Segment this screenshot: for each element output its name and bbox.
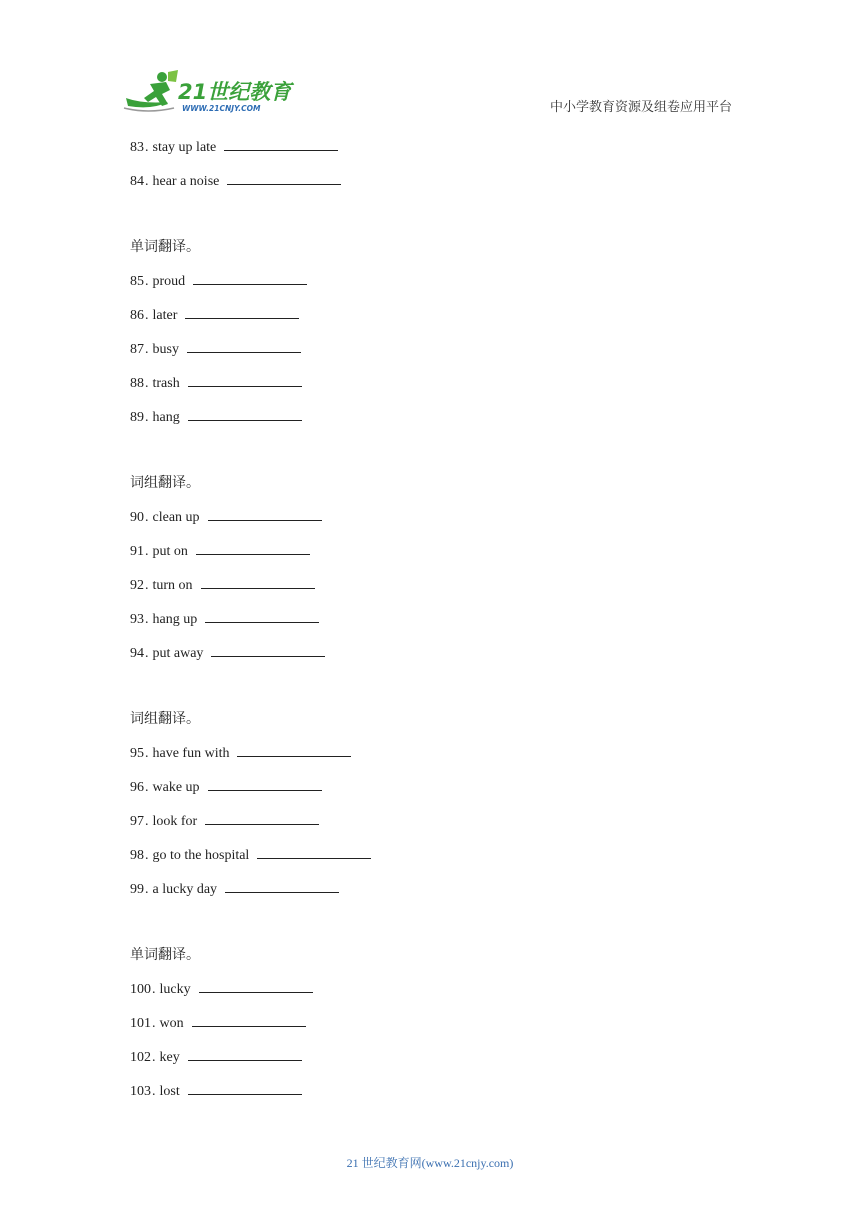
item-number-separator: . xyxy=(145,814,149,829)
item-number: 84 xyxy=(130,174,144,189)
item-number-separator: . xyxy=(145,780,149,795)
item-prompt: key xyxy=(159,1050,180,1065)
item-number: 96 xyxy=(130,780,144,795)
exercise-item xyxy=(130,170,730,204)
exercise-item xyxy=(130,1046,730,1080)
section-heading: 词组翻译。 xyxy=(130,475,200,491)
answer-blank[interactable] xyxy=(193,270,307,285)
item-number: 98 xyxy=(130,848,144,863)
answer-blank[interactable] xyxy=(188,1080,302,1095)
item-prompt: turn on xyxy=(152,578,193,593)
exercise-item xyxy=(130,810,730,844)
item-number-separator: . xyxy=(145,140,149,155)
item-prompt: hang up xyxy=(152,612,198,627)
answer-blank[interactable] xyxy=(199,978,313,993)
answer-blank[interactable] xyxy=(224,136,338,151)
item-prompt: hear a noise xyxy=(152,174,220,189)
item-prompt: have fun with xyxy=(152,746,230,761)
item-prompt: proud xyxy=(152,274,186,289)
item-number: 102 xyxy=(130,1050,151,1065)
item-prompt: lost xyxy=(159,1084,180,1099)
item-prompt: trash xyxy=(152,376,180,391)
item-number-separator: . xyxy=(145,342,149,357)
item-number-separator: . xyxy=(145,578,149,593)
item-number-separator: . xyxy=(145,274,149,289)
item-number: 101 xyxy=(130,1016,151,1031)
item-number: 94 xyxy=(130,646,144,661)
item-number-separator: . xyxy=(145,646,149,661)
item-prompt: stay up late xyxy=(152,140,217,155)
exercise-item xyxy=(130,270,730,304)
item-number: 97 xyxy=(130,814,144,829)
footer-text[interactable]: 21 世纪教育网(www.21cnjy.com) xyxy=(346,1156,514,1170)
answer-blank[interactable] xyxy=(205,608,319,623)
item-number-separator: . xyxy=(145,376,149,391)
item-prompt: a lucky day xyxy=(152,882,218,897)
exercise-item xyxy=(130,776,730,810)
item-number-separator: . xyxy=(152,1016,156,1031)
exercise-list xyxy=(130,136,730,1114)
item-number-separator: . xyxy=(145,174,149,189)
item-number: 85 xyxy=(130,274,144,289)
item-number: 90 xyxy=(130,510,144,525)
answer-blank[interactable] xyxy=(192,1012,306,1027)
item-number: 93 xyxy=(130,612,144,627)
exercise-item xyxy=(130,844,730,878)
section-heading: 单词翻译。 xyxy=(130,239,200,255)
item-number: 83 xyxy=(130,140,144,155)
item-number: 103 xyxy=(130,1084,151,1099)
section-heading: 词组翻译。 xyxy=(130,711,200,727)
exercise-item xyxy=(130,642,730,676)
answer-blank[interactable] xyxy=(188,372,302,387)
item-number-separator: . xyxy=(145,848,149,863)
item-number: 95 xyxy=(130,746,144,761)
exercise-item xyxy=(130,1080,730,1114)
exercise-item xyxy=(130,338,730,372)
exercise-item xyxy=(130,608,730,642)
exercise-item xyxy=(130,540,730,574)
exercise-item xyxy=(130,304,730,338)
answer-blank[interactable] xyxy=(227,170,341,185)
item-prompt: put away xyxy=(152,646,204,661)
item-number: 92 xyxy=(130,578,144,593)
item-prompt: later xyxy=(152,308,178,323)
item-prompt: won xyxy=(159,1016,184,1031)
item-number-separator: . xyxy=(145,510,149,525)
header-tagline: 中小学教育资源及组卷应用平台 xyxy=(549,100,732,115)
answer-blank[interactable] xyxy=(225,878,339,893)
exercise-item xyxy=(130,372,730,406)
site-logo xyxy=(122,68,302,116)
item-number: 89 xyxy=(130,410,144,425)
item-prompt: hang xyxy=(152,410,180,425)
item-prompt: lucky xyxy=(159,982,191,997)
answer-blank[interactable] xyxy=(185,304,299,319)
item-prompt: busy xyxy=(152,342,179,357)
answer-blank[interactable] xyxy=(187,338,301,353)
item-number-separator: . xyxy=(152,1084,156,1099)
exercise-item xyxy=(130,878,730,912)
section-heading: 单词翻译。 xyxy=(130,947,200,963)
item-prompt: go to the hospital xyxy=(152,848,250,863)
item-number-separator: . xyxy=(152,1050,156,1065)
page-header xyxy=(122,68,732,118)
answer-blank[interactable] xyxy=(208,506,322,521)
item-number-separator: . xyxy=(145,544,149,559)
item-number: 86 xyxy=(130,308,144,323)
item-number-separator: . xyxy=(152,982,156,997)
logo-url-text: WWW.21CNJY.COM xyxy=(182,104,261,113)
exercise-item xyxy=(130,1012,730,1046)
answer-blank[interactable] xyxy=(257,844,371,859)
item-number-separator: . xyxy=(145,410,149,425)
logo-text: 21世纪教育 xyxy=(178,80,292,104)
item-prompt: look for xyxy=(152,814,198,829)
item-number-separator: . xyxy=(145,746,149,761)
exercise-item xyxy=(130,978,730,1012)
answer-blank[interactable] xyxy=(188,1046,302,1061)
item-number: 100 xyxy=(130,982,151,997)
item-prompt: clean up xyxy=(152,510,200,525)
item-number: 99 xyxy=(130,882,144,897)
answer-blank[interactable] xyxy=(201,574,315,589)
item-number: 87 xyxy=(130,342,144,357)
exercise-item xyxy=(130,506,730,540)
exercise-item xyxy=(130,136,730,170)
answer-blank[interactable] xyxy=(211,642,325,657)
answer-blank[interactable] xyxy=(188,406,302,421)
runner-icon xyxy=(124,70,178,111)
item-number-separator: . xyxy=(145,612,149,627)
item-number: 88 xyxy=(130,376,144,391)
answer-blank[interactable] xyxy=(205,810,319,825)
item-prompt: put on xyxy=(152,544,188,559)
exercise-item xyxy=(130,574,730,608)
item-number-separator: . xyxy=(145,882,149,897)
answer-blank[interactable] xyxy=(237,742,351,757)
item-number: 91 xyxy=(130,544,144,559)
answer-blank[interactable] xyxy=(208,776,322,791)
item-number-separator: . xyxy=(145,308,149,323)
item-prompt: wake up xyxy=(152,780,200,795)
exercise-item xyxy=(130,406,730,440)
answer-blank[interactable] xyxy=(196,540,310,555)
exercise-item xyxy=(130,742,730,776)
